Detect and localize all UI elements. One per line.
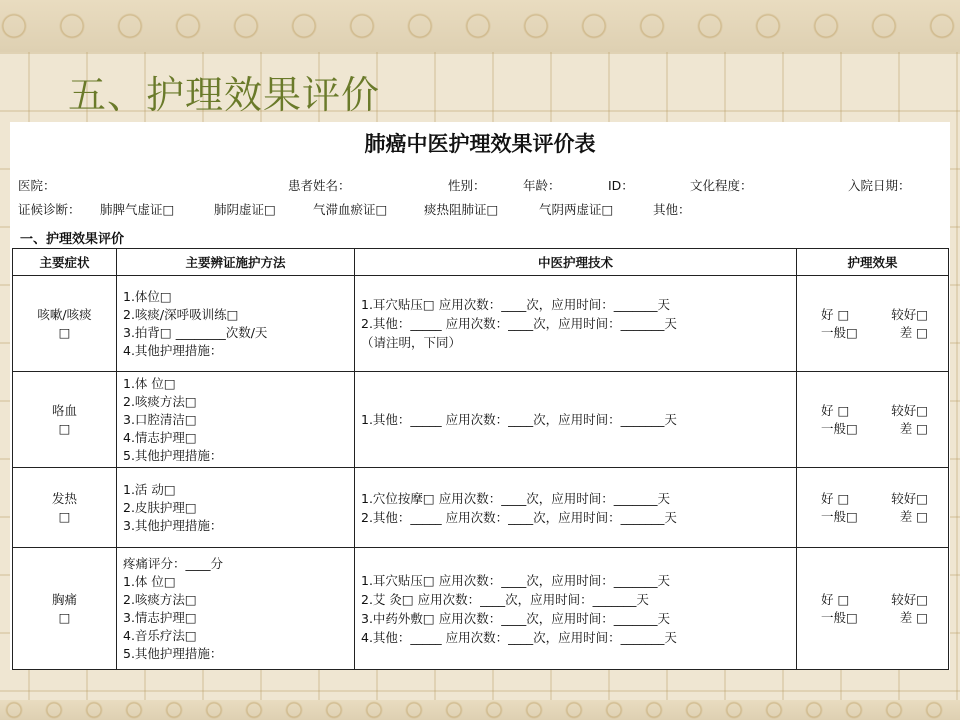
diagnosis-option[interactable]: 痰热阻肺证□	[424, 202, 499, 217]
effect-cell	[797, 372, 949, 468]
symptom-cell: 咳嗽/咳痰 □	[13, 276, 117, 372]
admission-date-label: 入院日期：	[848, 178, 911, 193]
methods-cell: 1.活 动□ 2.皮肤护理□ 3.其他护理措施：	[117, 468, 355, 548]
effect-cell	[797, 548, 949, 670]
methods-cell: 1.体位□ 2.咳痰/深呼吸训练□ 3.拍背□ ________次数/天 4.其他护理措施：	[117, 276, 355, 372]
decorative-border-top	[0, 0, 960, 52]
table-row	[13, 468, 949, 548]
effect-option[interactable]: 好 □	[821, 490, 850, 506]
evaluation-table	[12, 248, 949, 670]
effect-option[interactable]: 好 □	[821, 591, 850, 607]
education-label: 文化程度：	[690, 178, 753, 193]
symptom-cell: 咯血 □	[13, 372, 117, 468]
table-row	[13, 372, 949, 468]
effect-option[interactable]: 好 □	[821, 306, 850, 322]
form-title: 肺癌中医护理效果评价表	[364, 132, 596, 156]
techniques-cell: 1.其他：_____ 应用次数：____次，应用时间：_______天	[355, 372, 797, 468]
methods-cell: 疼痛评分：____分 1.体 位□ 2.咳痰方法□ 3.情志护理□ 4.音乐疗法□ 5.其他护理措施：	[117, 548, 355, 670]
column-header: 主要辨证施护方法	[117, 249, 355, 276]
diagnosis-option[interactable]: 气阴两虚证□	[539, 202, 614, 217]
decorative-border-bottom	[0, 700, 960, 720]
table-row	[13, 548, 949, 670]
diagnosis-option[interactable]: 气滞血瘀证□	[313, 202, 388, 217]
effect-option[interactable]: 较好□	[891, 306, 928, 322]
symptom-checkbox[interactable]: □	[58, 420, 71, 436]
evaluation-form	[10, 122, 950, 670]
table-header-row	[13, 249, 949, 276]
techniques-cell: 1.耳穴贴压□ 应用次数：____次，应用时间：_______天 2.艾 灸□ 应用次数：____次，应用时间：_______天 3.中药外敷□ 应用次数：____次，应用时间：_______天 4.其他：_____ 应用次数：____次，应用时间：_______天	[355, 548, 797, 670]
effect-option[interactable]: 一般□	[821, 508, 858, 524]
gender-label: 性别：	[448, 178, 486, 193]
patient-info-row	[18, 176, 938, 194]
effect-cell	[797, 468, 949, 548]
effect-option[interactable]: 一般□	[821, 420, 858, 436]
patient-name-label: 患者姓名：	[288, 178, 351, 193]
effect-option[interactable]: 差 □	[899, 324, 928, 340]
effect-option[interactable]: 差 □	[899, 508, 928, 524]
techniques-cell: 1.穴位按摩□ 应用次数：____次，应用时间：_______天 2.其他：_____ 应用次数：____次，应用时间：_______天	[355, 468, 797, 548]
symptom-checkbox[interactable]: □	[58, 609, 71, 625]
effect-option[interactable]: 一般□	[821, 324, 858, 340]
diagnosis-other[interactable]: 其他：	[653, 202, 691, 217]
age-label: 年龄：	[523, 178, 561, 193]
effect-option[interactable]: 差 □	[899, 609, 928, 625]
column-header: 护理效果	[797, 249, 949, 276]
effect-option[interactable]: 较好□	[891, 402, 928, 418]
symptom-cell: 胸痛 □	[13, 548, 117, 670]
methods-cell: 1.体 位□ 2.咳痰方法□ 3.口腔清洁□ 4.情志护理□ 5.其他护理措施：	[117, 372, 355, 468]
section-title: 一、护理效果评价	[20, 232, 125, 247]
symptom-checkbox[interactable]: □	[58, 508, 71, 524]
effect-option[interactable]: 较好□	[891, 490, 928, 506]
id-label: ID：	[608, 178, 634, 193]
diagnosis-label: 证候诊断：	[18, 202, 81, 217]
effect-option[interactable]: 较好□	[891, 591, 928, 607]
effect-option[interactable]: 一般□	[821, 609, 858, 625]
column-header: 主要症状	[13, 249, 117, 276]
diagnosis-row	[18, 200, 938, 218]
diagnosis-option[interactable]: 肺阴虚证□	[214, 202, 276, 217]
effect-cell	[797, 276, 949, 372]
hospital-label: 医院：	[18, 178, 56, 193]
column-header: 中医护理技术	[355, 249, 797, 276]
symptom-checkbox[interactable]: □	[58, 324, 71, 340]
effect-option[interactable]: 好 □	[821, 402, 850, 418]
diagnosis-option[interactable]: 肺脾气虚证□	[100, 202, 175, 217]
slide-title: 五、护理效果评价	[68, 73, 381, 117]
symptom-cell: 发热 □	[13, 468, 117, 548]
effect-option[interactable]: 差 □	[899, 420, 928, 436]
table-row	[13, 276, 949, 372]
techniques-cell: 1.耳穴贴压□ 应用次数：____次，应用时间：_______天 2.其他：_____ 应用次数：____次，应用时间：_______天 （请注明，下同）	[355, 276, 797, 372]
